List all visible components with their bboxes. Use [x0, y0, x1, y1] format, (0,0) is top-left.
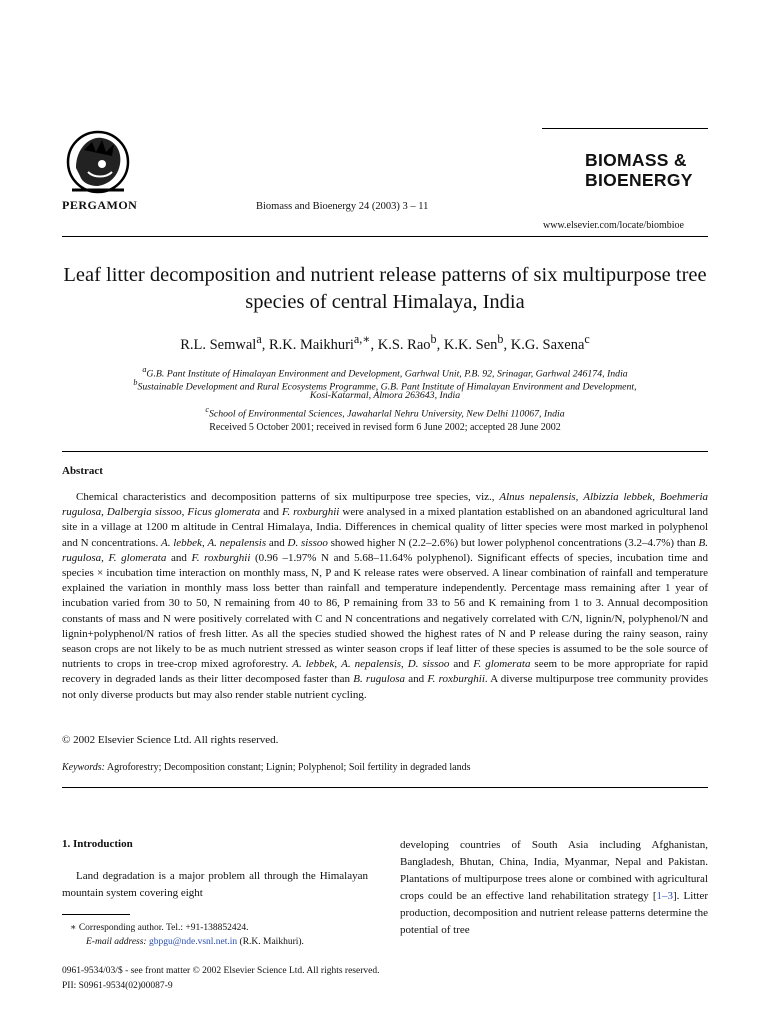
- author: R.L. Semwal: [180, 336, 257, 353]
- journal-brand-line1: BIOMASS &: [585, 150, 687, 170]
- abstract-copyright: © 2002 Elsevier Science Ltd. All rights reserved.: [62, 734, 279, 746]
- keywords: [62, 762, 470, 773]
- author-list: R.L. Semwal$^a$, R.K. Maikhuri$^{a,∗}$, K.S. Rao$^b$, K.K. Sen$^b$, K.G. Saxena$^c$: [180, 332, 590, 353]
- pii-line: PII: S0961-9534(02)00087-9: [62, 981, 173, 991]
- journal-url[interactable]: www.elsevier.com/locate/biombioe: [543, 220, 684, 231]
- author: K.S. Rao: [377, 336, 431, 353]
- abstract-heading: Abstract: [62, 465, 103, 477]
- author: K.K. Sen: [443, 336, 498, 353]
- author: R.K. Maikhuri: [268, 336, 354, 353]
- affiliation-a: $^a$G.B. Pant Institute of Himalayan Environment and Development, Garhwal Unit, P.B. 92, Srinagar, Garhwal 246174, India: [142, 365, 628, 380]
- header-rule: [62, 236, 708, 237]
- abstract-bottom-rule: [62, 787, 708, 788]
- publisher-logo-emblem: [62, 128, 134, 198]
- affiliation-c: $^c$School of Environmental Sciences, Jawaharlal Nehru University, New Delhi 110067, India: [205, 405, 565, 420]
- abstract-top-rule: [62, 451, 708, 452]
- citation-link[interactable]: 1–3: [656, 890, 673, 902]
- abstract-body: Chemical characteristics and decomposition patterns of six multipurpose tree species, viz., Alnus nepalensis, Albizzia lebbek, Boehmeria rugulosa, Dalbergia sissoo, Ficus glomerata and F. roxburghii were analysed in a mixed plantation established on an abandoned agricultural land site in a village at 1200 m altitude in Central Himalaya, India. Differences in chemical quality of litter species were most marked in polyphenol and N concentrations. A. lebbek, A. nepalensis and D. sissoo showed higher N (2.2–2.6%) but lower polyphenol concentrations (3.2–4.7%) than B. rugulosa, F. glomerata and F. roxburghii (0.96 –1.97% N and 5.68–11.64% polyphenol). Significant effects of species, incubation time and species × incubation time interaction on monthly mass, N, P and K release rates were observed. A linear combination of rainfall and temperature explained the variation in monthly mass loss better than rainfall and temperature independently. Percentage mass remaining after 1 year of incubation varied from 30 to 50, N remaining from 40 to 86, P remaining from 33 to 56 and K remaining from 1 to 3. Annual decomposition constants of mass and N were positively correlated with C and N concentrations and negatively correlated with C/N, lignin/N, polyphenol/N and lignin+polyphenol/N ratios of fresh litter. As all the species studied showed the highest rates of N and P release during the rainy season, rainy season crops are not likely to be as much nutrient stressed as winter season crops if leaf litter of these species is assumed to be the sole source of nutrients to crops in tree-crop mixed agroforestry. A. lebbek, A. nepalensis, D. sissoo and F. glomerata seem to be more appropriate for rapid recovery in degraded lands as their litter decomposed faster than B. rugulosa and F. roxburghii. A diverse multipurpose tree community provides not only diverse products but may also render stable nutrient cycling.: [62, 491, 709, 701]
- journal-citation: Biomass and Bioenergy 24 (2003) 3 – 11: [256, 201, 429, 212]
- corresponding-author: ∗ Corresponding author. Tel.: +91-138852424.: [70, 923, 249, 933]
- journal-brand-line2: BIOENERGY: [585, 170, 693, 190]
- intro-left-column: Land degradation is a major problem all through the Himalayan mountain system covering eight: [62, 870, 368, 899]
- keywords-label: Keywords:: [62, 762, 105, 773]
- footnote-rule: [62, 914, 130, 915]
- publisher-name: PERGAMON: [62, 198, 138, 212]
- author: K.G. Saxena: [510, 336, 585, 353]
- received-dates: Received 5 October 2001; received in revised form 6 June 2002; accepted 28 June 2002: [209, 422, 561, 433]
- front-matter-line: 0961-9534/03/$ - see front matter © 2002 Elsevier Science Ltd. All rights reserved.: [62, 966, 380, 976]
- affiliation-b: $^b$Sustainable Development and Rural Ecosystems Programme, G.B. Pant Institute of Himalayan Environment and Development,: [133, 378, 637, 393]
- brand-divider: [542, 128, 708, 129]
- intro-right-column: developing countries of South Asia including Afghanistan, Bangladesh, Bhutan, China, India, Myanmar, Nepal and Pakistan. Plantations of multipurpose trees alone or combined with agricultural crops could be an effective land rehabilitation strategy [1–3]. Litter production, decomposition and nutrient release patterns determine the potential of tree: [400, 839, 708, 936]
- section-heading-introduction: 1. Introduction: [62, 838, 133, 850]
- email-link[interactable]: gbpgu@nde.vsnl.net.in: [148, 937, 238, 947]
- email-line: E-mail address: gbpgu@nde.vsnl.net.in (R.K. Maikhuri).: [86, 937, 304, 947]
- journal-brand: [585, 150, 693, 190]
- affiliation-b-cont: Kosi-Katarmal, Almora 263643, India: [309, 390, 461, 401]
- keywords-text: Agroforestry; Decomposition constant; Lignin; Polyphenol; Soil fertility in degraded lands: [106, 762, 471, 773]
- article-title: Leaf litter decomposition and nutrient release patterns of six multipurpose tree species of central Himalaya, India: [63, 264, 707, 313]
